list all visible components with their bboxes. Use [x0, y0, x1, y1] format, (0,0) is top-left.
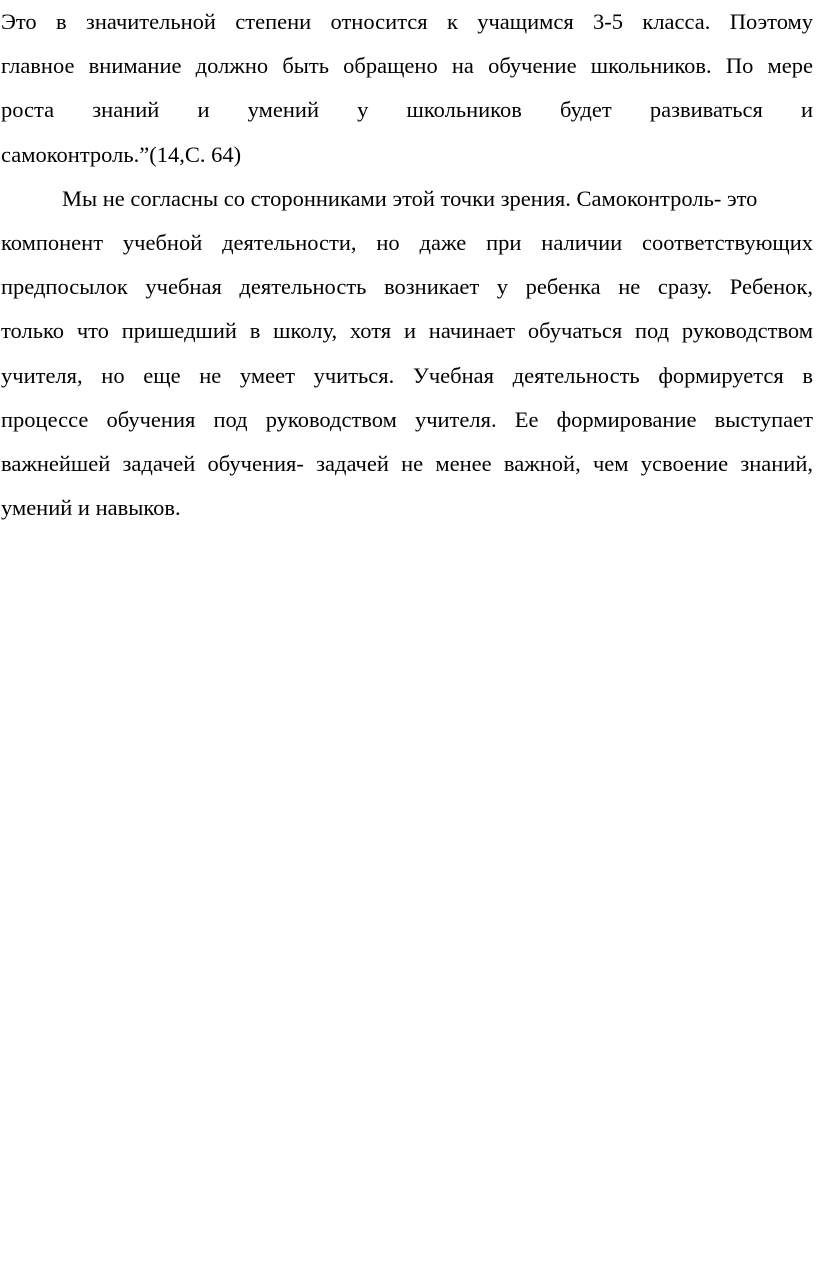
paragraph-1-line-4: самоконтроль.”(14,С. 64): [1, 141, 242, 167]
paragraph-2-line-7: важнейшей задачей обучения- задачей не менее важной, чем усвоение знаний,: [1, 450, 813, 476]
paragraph-2-line-5: учителя, но еще не умеет учиться. Учебная деятельность формируется в: [1, 362, 813, 388]
paragraph-2-line-2: компонент учебной деятельности, но даже при наличии соответствующих: [1, 229, 813, 255]
paragraph-2-line-6: процессе обучения под руководством учителя. Ее формирование выступает: [1, 406, 813, 432]
paragraph-1-line-2: главное внимание должно быть обращено на обучение школьников. По мере: [1, 53, 813, 79]
document-body: [1, 0, 813, 530]
paragraph-1-line-1: Это в значительной степени относится к учащимся 3-5 класса. Поэтому: [1, 9, 813, 34]
paragraph-2: [1, 177, 813, 531]
paragraph-2-line-1: Мы не согласны со сторонниками этой точки зрения. Самоконтроль- это: [62, 185, 758, 211]
paragraph-2-line-8: умений и навыков.: [1, 495, 181, 521]
paragraph-1-line-3: роста знаний и умений у школьников будет развиваться и: [1, 97, 813, 123]
paragraph-1: [1, 0, 813, 177]
paragraph-2-line-4: только что пришедший в школу, хотя и начинает обучаться под руководством: [1, 318, 813, 344]
paragraph-2-line-3: предпосылок учебная деятельность возникает у ребенка не сразу. Ребенок,: [1, 274, 813, 300]
